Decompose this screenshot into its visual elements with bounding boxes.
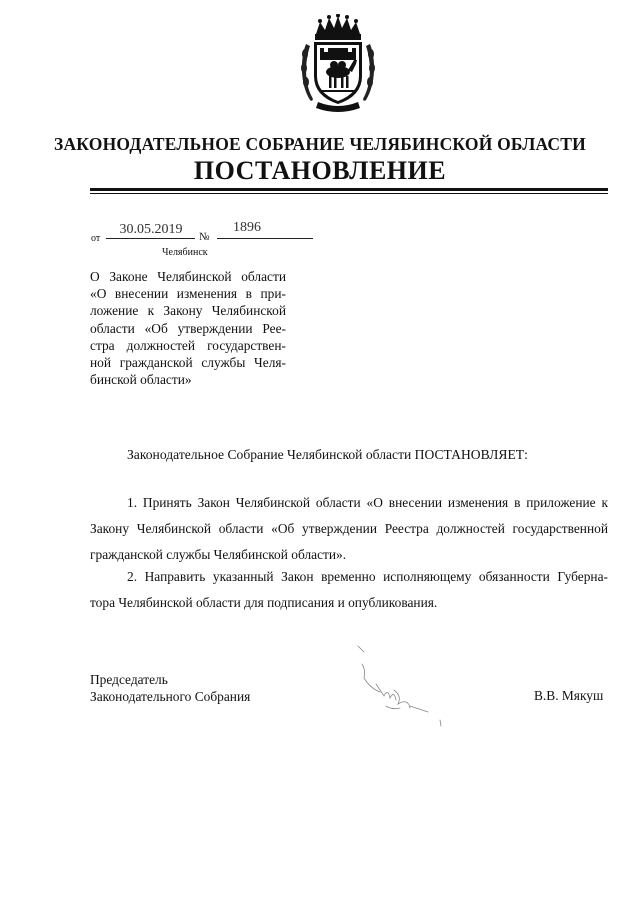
resolution-intro: Законодательное Собрание Челябинской области ПОСТАНОВЛЯЕТ: [127,447,528,462]
document-city: Челябинск [162,247,208,258]
paragraph-line: Закону Челябинской области «Об утверждении Реестра должностей государственной [90,521,608,536]
subject-line: ложение к Закону Челябинской [90,303,286,319]
document-number: 1896 [233,220,261,235]
paragraph-line: 1. Принять Закон Челябинской области «О внесении изменения в приложение к [127,495,608,510]
header-rule-thin [90,193,608,194]
signatory-title-line-2: Законодательного Собрания [90,689,251,704]
document-type-title: ПОСТАНОВЛЕНИЕ [193,156,447,185]
subject-line: «О внесении изменения в при- [90,286,286,302]
paragraph-line: тора Челябинской области для подписания и опубликования. [90,595,438,610]
paragraph-line: гражданской службы Челябинской области». [90,547,347,562]
number-prefix: № [199,231,210,243]
number-underline [217,238,313,239]
date-prefix: от [91,233,101,244]
signatory-name: В.В. Мякуш [534,688,604,703]
subject-line: бинской области» [90,372,192,388]
date-underline [106,238,195,239]
document-date: 30.05.2019 [119,222,183,237]
handwritten-signature-icon [350,640,450,735]
document-subject [90,268,286,388]
subject-line: О Законе Челябинской области [90,269,286,284]
resolution-paragraph-2 [90,564,608,616]
header-rule-thick [90,188,608,191]
organization-name: ЗАКОНОДАТЕЛЬНОЕ СОБРАНИЕ ЧЕЛЯБИНСКОЙ ОБЛАСТИ [54,134,586,154]
resolution-paragraph-1 [90,490,608,568]
subject-line: области «Об утверждении Рее- [90,320,286,336]
subject-line: ной гражданской службы Челя- [90,355,286,371]
paragraph-line: 2. Направить указанный Закон временно исполняющему обязанности Губерна- [127,569,608,584]
subject-line: стра должностей государствен- [90,337,286,353]
coat-of-arms-icon [298,14,378,114]
signatory-title-line-1: Председатель [90,672,168,687]
